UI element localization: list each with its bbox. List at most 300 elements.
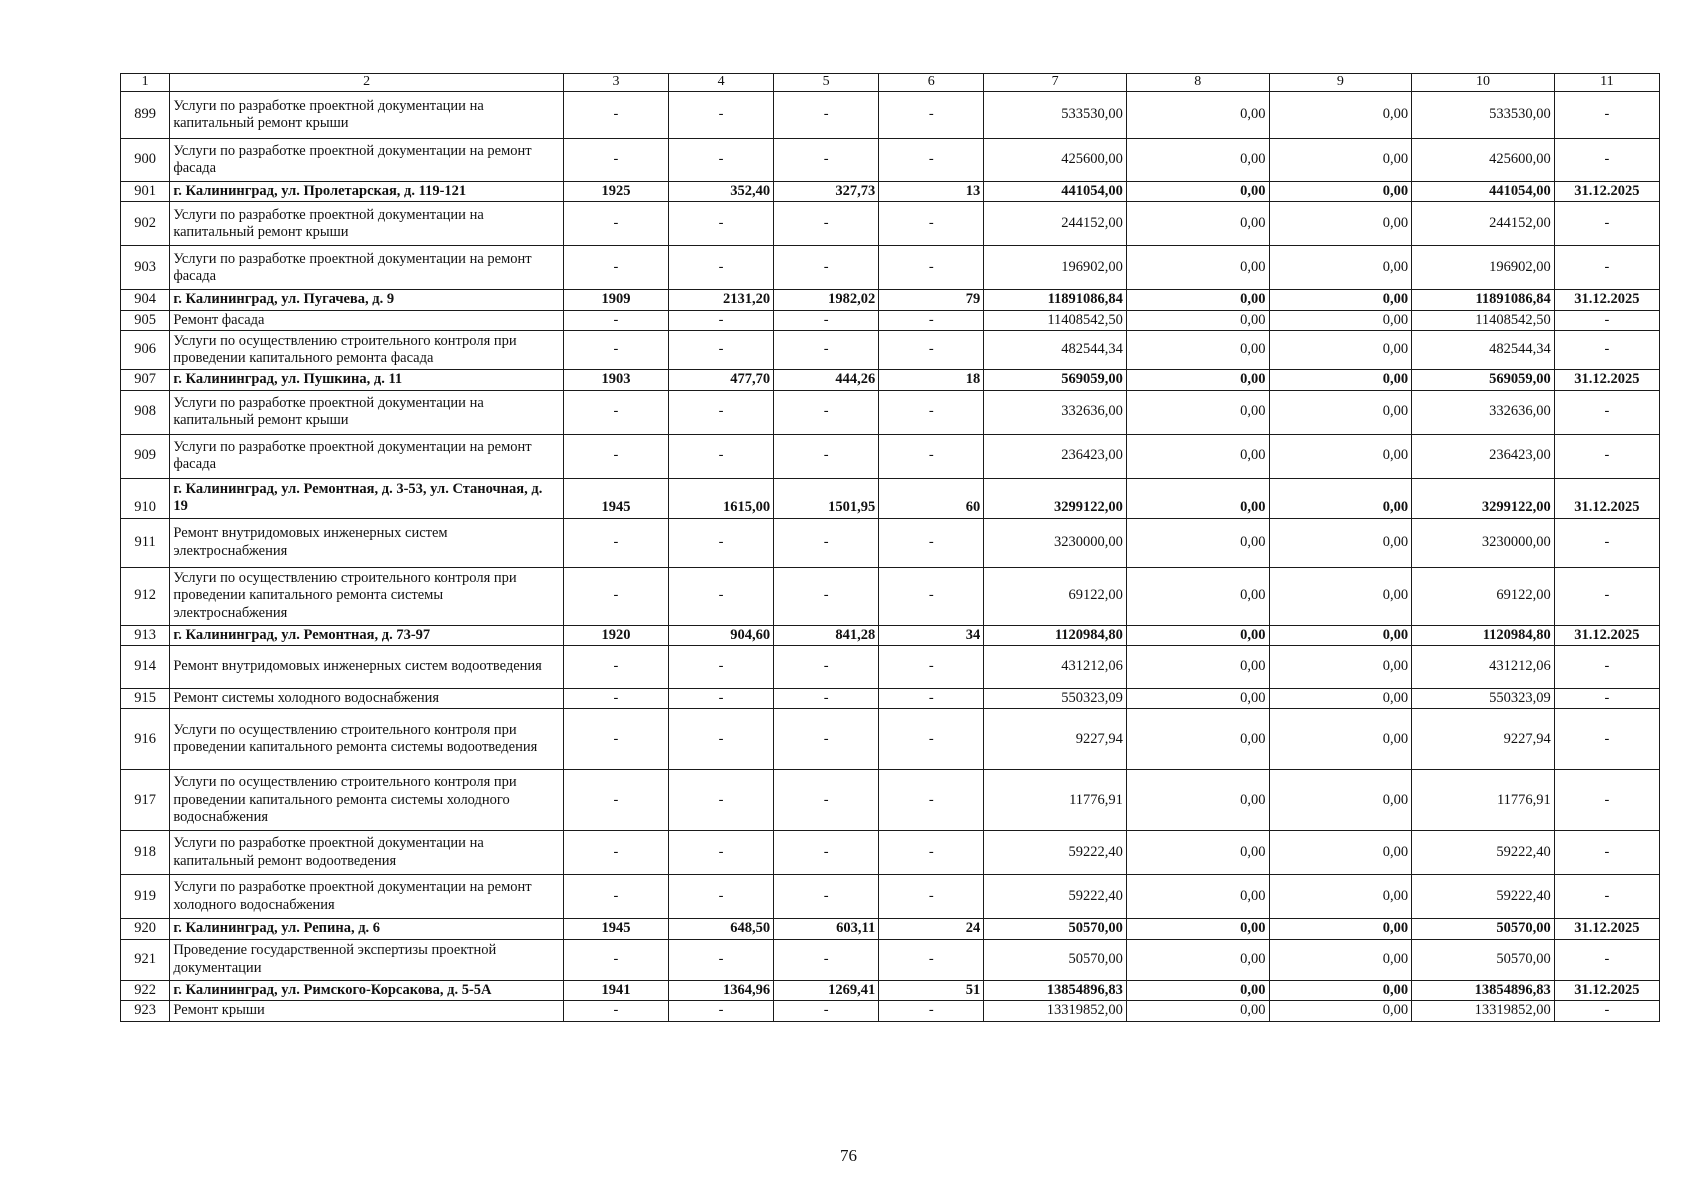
total-area-cell: -	[669, 709, 774, 770]
completion-date-cell: -	[1554, 688, 1659, 708]
row-number-cell: 913	[121, 625, 170, 645]
row-number-cell: 911	[121, 518, 170, 567]
total-area-cell: -	[669, 246, 774, 290]
living-area-cell: 1269,41	[774, 980, 879, 1000]
residents-cell: -	[879, 434, 984, 478]
item-name-cell: Услуги по разработке проектной документации на ремонт фасада	[170, 246, 564, 290]
build-year-cell: -	[563, 390, 668, 434]
total-area-cell: -	[669, 202, 774, 246]
row-number-cell: 914	[121, 645, 170, 688]
owner-funds-cell: 11776,91	[1412, 770, 1555, 831]
total-area-cell: 904,60	[669, 625, 774, 645]
total-area-cell: -	[669, 331, 774, 370]
item-name-cell: Услуги по разработке проектной документации на капитальный ремонт крыши	[170, 390, 564, 434]
regional-funds-cell: 0,00	[1269, 331, 1412, 370]
build-year-cell: -	[563, 202, 668, 246]
completion-date-cell: -	[1554, 92, 1659, 139]
residents-cell: -	[879, 1001, 984, 1021]
residents-cell: 13	[879, 182, 984, 202]
work-item-row	[121, 567, 1660, 625]
living-area-cell: 1501,95	[774, 478, 879, 518]
total-cost-cell: 3230000,00	[984, 518, 1127, 567]
regional-funds-cell: 0,00	[1269, 290, 1412, 310]
living-area-cell: -	[774, 645, 879, 688]
residents-cell: 24	[879, 919, 984, 939]
completion-date-cell: -	[1554, 567, 1659, 625]
row-number-cell: 899	[121, 92, 170, 139]
regional-funds-cell: 0,00	[1269, 202, 1412, 246]
federal-funds-cell: 0,00	[1126, 434, 1269, 478]
column-number: 7	[984, 74, 1127, 92]
item-name-cell: Ремонт крыши	[170, 1001, 564, 1021]
federal-funds-cell: 0,00	[1126, 139, 1269, 182]
completion-date-cell: -	[1554, 202, 1659, 246]
residents-cell: -	[879, 831, 984, 875]
federal-funds-cell: 0,00	[1126, 370, 1269, 390]
completion-date-cell: -	[1554, 645, 1659, 688]
living-area-cell: 444,26	[774, 370, 879, 390]
federal-funds-cell: 0,00	[1126, 518, 1269, 567]
regional-funds-cell: 0,00	[1269, 310, 1412, 330]
living-area-cell: -	[774, 770, 879, 831]
total-cost-cell: 1120984,80	[984, 625, 1127, 645]
federal-funds-cell: 0,00	[1126, 688, 1269, 708]
federal-funds-cell: 0,00	[1126, 939, 1269, 980]
column-number-row	[121, 74, 1660, 92]
row-number-cell: 907	[121, 370, 170, 390]
total-cost-cell: 196902,00	[984, 246, 1127, 290]
item-name-cell: Услуги по разработке проектной документации на капитальный ремонт крыши	[170, 202, 564, 246]
column-number: 3	[563, 74, 668, 92]
item-name-cell: г. Калининград, ул. Пролетарская, д. 119-121	[170, 182, 564, 202]
owner-funds-cell: 13319852,00	[1412, 1001, 1555, 1021]
residents-cell: -	[879, 688, 984, 708]
regional-funds-cell: 0,00	[1269, 567, 1412, 625]
row-number-cell: 900	[121, 139, 170, 182]
completion-date-cell: -	[1554, 1001, 1659, 1021]
work-item-row	[121, 434, 1660, 478]
completion-date-cell: -	[1554, 310, 1659, 330]
build-year-cell: -	[563, 770, 668, 831]
completion-date-cell: 31.12.2025	[1554, 980, 1659, 1000]
completion-date-cell: -	[1554, 875, 1659, 919]
owner-funds-cell: 50570,00	[1412, 919, 1555, 939]
living-area-cell: -	[774, 1001, 879, 1021]
owner-funds-cell: 50570,00	[1412, 939, 1555, 980]
column-number: 5	[774, 74, 879, 92]
column-number: 6	[879, 74, 984, 92]
total-area-cell: 1364,96	[669, 980, 774, 1000]
owner-funds-cell: 244152,00	[1412, 202, 1555, 246]
residents-cell: 18	[879, 370, 984, 390]
federal-funds-cell: 0,00	[1126, 567, 1269, 625]
owner-funds-cell: 425600,00	[1412, 139, 1555, 182]
item-name-cell: Услуги по осуществлению строительного контроля при проведении капитального ремонта системы водоотведения	[170, 709, 564, 770]
build-year-cell: -	[563, 567, 668, 625]
total-area-cell: 1615,00	[669, 478, 774, 518]
total-cost-cell: 59222,40	[984, 875, 1127, 919]
column-number: 4	[669, 74, 774, 92]
build-year-cell: -	[563, 875, 668, 919]
federal-funds-cell: 0,00	[1126, 709, 1269, 770]
row-number-cell: 905	[121, 310, 170, 330]
regional-funds-cell: 0,00	[1269, 688, 1412, 708]
residents-cell: -	[879, 645, 984, 688]
federal-funds-cell: 0,00	[1126, 645, 1269, 688]
residents-cell: -	[879, 518, 984, 567]
residents-cell: 60	[879, 478, 984, 518]
regional-funds-cell: 0,00	[1269, 92, 1412, 139]
regional-funds-cell: 0,00	[1269, 1001, 1412, 1021]
row-number-cell: 906	[121, 331, 170, 370]
address-row	[121, 370, 1660, 390]
row-number-cell: 917	[121, 770, 170, 831]
work-item-row	[121, 92, 1660, 139]
item-name-cell: Услуги по разработке проектной документации на капитальный ремонт крыши	[170, 92, 564, 139]
item-name-cell: Услуги по разработке проектной документации на ремонт холодного водоснабжения	[170, 875, 564, 919]
residents-cell: -	[879, 202, 984, 246]
completion-date-cell: 31.12.2025	[1554, 182, 1659, 202]
living-area-cell: -	[774, 310, 879, 330]
total-area-cell: -	[669, 831, 774, 875]
total-area-cell: -	[669, 567, 774, 625]
living-area-cell: 1982,02	[774, 290, 879, 310]
row-number-cell: 909	[121, 434, 170, 478]
work-item-row	[121, 939, 1660, 980]
address-row	[121, 290, 1660, 310]
total-cost-cell: 244152,00	[984, 202, 1127, 246]
row-number-cell: 904	[121, 290, 170, 310]
build-year-cell: -	[563, 688, 668, 708]
item-name-cell: Услуги по осуществлению строительного контроля при проведении капитального ремонта системы холодного водоснабжения	[170, 770, 564, 831]
item-name-cell: Услуги по разработке проектной документации на ремонт фасада	[170, 139, 564, 182]
completion-date-cell: 31.12.2025	[1554, 290, 1659, 310]
total-cost-cell: 69122,00	[984, 567, 1127, 625]
build-year-cell: -	[563, 1001, 668, 1021]
table-body	[121, 74, 1660, 1022]
regional-funds-cell: 0,00	[1269, 182, 1412, 202]
regional-funds-cell: 0,00	[1269, 625, 1412, 645]
repair-program-table	[120, 73, 1660, 1022]
living-area-cell: -	[774, 434, 879, 478]
total-cost-cell: 11776,91	[984, 770, 1127, 831]
build-year-cell: -	[563, 645, 668, 688]
work-item-row	[121, 518, 1660, 567]
total-cost-cell: 482544,34	[984, 331, 1127, 370]
regional-funds-cell: 0,00	[1269, 770, 1412, 831]
total-cost-cell: 533530,00	[984, 92, 1127, 139]
address-row	[121, 478, 1660, 518]
item-name-cell: Услуги по разработке проектной документации на ремонт фасада	[170, 434, 564, 478]
total-cost-cell: 332636,00	[984, 390, 1127, 434]
regional-funds-cell: 0,00	[1269, 919, 1412, 939]
item-name-cell: Услуги по осуществлению строительного контроля при проведении капитального ремонта системы электроснабжения	[170, 567, 564, 625]
row-number-cell: 918	[121, 831, 170, 875]
total-cost-cell: 13319852,00	[984, 1001, 1127, 1021]
living-area-cell: -	[774, 92, 879, 139]
completion-date-cell: -	[1554, 939, 1659, 980]
owner-funds-cell: 13854896,83	[1412, 980, 1555, 1000]
owner-funds-cell: 332636,00	[1412, 390, 1555, 434]
total-cost-cell: 441054,00	[984, 182, 1127, 202]
residents-cell: -	[879, 875, 984, 919]
build-year-cell: -	[563, 831, 668, 875]
residents-cell: -	[879, 709, 984, 770]
living-area-cell: -	[774, 875, 879, 919]
owner-funds-cell: 69122,00	[1412, 567, 1555, 625]
row-number-cell: 903	[121, 246, 170, 290]
total-cost-cell: 13854896,83	[984, 980, 1127, 1000]
living-area-cell: -	[774, 567, 879, 625]
address-row	[121, 919, 1660, 939]
completion-date-cell: -	[1554, 770, 1659, 831]
regional-funds-cell: 0,00	[1269, 390, 1412, 434]
work-item-row	[121, 645, 1660, 688]
regional-funds-cell: 0,00	[1269, 246, 1412, 290]
build-year-cell: -	[563, 709, 668, 770]
regional-funds-cell: 0,00	[1269, 709, 1412, 770]
residents-cell: -	[879, 246, 984, 290]
build-year-cell: -	[563, 310, 668, 330]
living-area-cell: -	[774, 246, 879, 290]
federal-funds-cell: 0,00	[1126, 980, 1269, 1000]
completion-date-cell: -	[1554, 518, 1659, 567]
living-area-cell: -	[774, 518, 879, 567]
owner-funds-cell: 9227,94	[1412, 709, 1555, 770]
total-area-cell: -	[669, 1001, 774, 1021]
work-item-row	[121, 688, 1660, 708]
regional-funds-cell: 0,00	[1269, 645, 1412, 688]
completion-date-cell: 31.12.2025	[1554, 625, 1659, 645]
completion-date-cell: 31.12.2025	[1554, 370, 1659, 390]
row-number-cell: 912	[121, 567, 170, 625]
residents-cell: -	[879, 770, 984, 831]
residents-cell: -	[879, 310, 984, 330]
owner-funds-cell: 236423,00	[1412, 434, 1555, 478]
federal-funds-cell: 0,00	[1126, 919, 1269, 939]
federal-funds-cell: 0,00	[1126, 92, 1269, 139]
owner-funds-cell: 569059,00	[1412, 370, 1555, 390]
build-year-cell: 1945	[563, 478, 668, 518]
build-year-cell: -	[563, 939, 668, 980]
regional-funds-cell: 0,00	[1269, 139, 1412, 182]
total-area-cell: -	[669, 92, 774, 139]
column-number: 8	[1126, 74, 1269, 92]
build-year-cell: 1909	[563, 290, 668, 310]
owner-funds-cell: 482544,34	[1412, 331, 1555, 370]
address-row	[121, 182, 1660, 202]
total-area-cell: -	[669, 688, 774, 708]
build-year-cell: 1945	[563, 919, 668, 939]
total-area-cell: -	[669, 939, 774, 980]
federal-funds-cell: 0,00	[1126, 182, 1269, 202]
regional-funds-cell: 0,00	[1269, 434, 1412, 478]
owner-funds-cell: 196902,00	[1412, 246, 1555, 290]
work-item-row	[121, 331, 1660, 370]
federal-funds-cell: 0,00	[1126, 478, 1269, 518]
row-number-cell: 921	[121, 939, 170, 980]
residents-cell: 79	[879, 290, 984, 310]
build-year-cell: -	[563, 92, 668, 139]
residents-cell: -	[879, 331, 984, 370]
row-number-cell: 923	[121, 1001, 170, 1021]
residents-cell: 51	[879, 980, 984, 1000]
regional-funds-cell: 0,00	[1269, 478, 1412, 518]
total-area-cell: -	[669, 139, 774, 182]
living-area-cell: -	[774, 139, 879, 182]
residents-cell: -	[879, 92, 984, 139]
federal-funds-cell: 0,00	[1126, 390, 1269, 434]
build-year-cell: 1903	[563, 370, 668, 390]
work-item-row	[121, 875, 1660, 919]
total-cost-cell: 59222,40	[984, 831, 1127, 875]
total-area-cell: -	[669, 310, 774, 330]
build-year-cell: -	[563, 331, 668, 370]
total-cost-cell: 9227,94	[984, 709, 1127, 770]
item-name-cell: г. Калининград, ул. Пугачева, д. 9	[170, 290, 564, 310]
federal-funds-cell: 0,00	[1126, 625, 1269, 645]
completion-date-cell: 31.12.2025	[1554, 919, 1659, 939]
living-area-cell: 841,28	[774, 625, 879, 645]
column-number: 10	[1412, 74, 1555, 92]
total-cost-cell: 50570,00	[984, 919, 1127, 939]
address-row	[121, 980, 1660, 1000]
living-area-cell: -	[774, 202, 879, 246]
work-item-row	[121, 246, 1660, 290]
work-item-row	[121, 139, 1660, 182]
total-area-cell: -	[669, 645, 774, 688]
item-name-cell: г. Калининград, ул. Римского-Корсакова, д. 5-5А	[170, 980, 564, 1000]
work-item-row	[121, 1001, 1660, 1021]
living-area-cell: 603,11	[774, 919, 879, 939]
build-year-cell: 1925	[563, 182, 668, 202]
work-item-row	[121, 202, 1660, 246]
total-cost-cell: 11408542,50	[984, 310, 1127, 330]
residents-cell: -	[879, 139, 984, 182]
living-area-cell: -	[774, 331, 879, 370]
column-number: 11	[1554, 74, 1659, 92]
build-year-cell: -	[563, 246, 668, 290]
federal-funds-cell: 0,00	[1126, 290, 1269, 310]
total-area-cell: -	[669, 518, 774, 567]
item-name-cell: Ремонт фасада	[170, 310, 564, 330]
item-name-cell: Ремонт системы холодного водоснабжения	[170, 688, 564, 708]
owner-funds-cell: 431212,06	[1412, 645, 1555, 688]
federal-funds-cell: 0,00	[1126, 202, 1269, 246]
owner-funds-cell: 550323,09	[1412, 688, 1555, 708]
total-cost-cell: 50570,00	[984, 939, 1127, 980]
residents-cell: -	[879, 939, 984, 980]
total-cost-cell: 11891086,84	[984, 290, 1127, 310]
item-name-cell: г. Калининград, ул. Репина, д. 6	[170, 919, 564, 939]
row-number-cell: 908	[121, 390, 170, 434]
work-item-row	[121, 831, 1660, 875]
total-cost-cell: 569059,00	[984, 370, 1127, 390]
build-year-cell: -	[563, 139, 668, 182]
item-name-cell: Проведение государственной экспертизы проектной документации	[170, 939, 564, 980]
residents-cell: -	[879, 567, 984, 625]
row-number-cell: 916	[121, 709, 170, 770]
completion-date-cell: -	[1554, 434, 1659, 478]
living-area-cell: -	[774, 390, 879, 434]
row-number-cell: 920	[121, 919, 170, 939]
total-cost-cell: 550323,09	[984, 688, 1127, 708]
item-name-cell: г. Калининград, ул. Ремонтная, д. 73-97	[170, 625, 564, 645]
total-cost-cell: 236423,00	[984, 434, 1127, 478]
owner-funds-cell: 533530,00	[1412, 92, 1555, 139]
completion-date-cell: -	[1554, 390, 1659, 434]
federal-funds-cell: 0,00	[1126, 246, 1269, 290]
completion-date-cell: -	[1554, 831, 1659, 875]
regional-funds-cell: 0,00	[1269, 518, 1412, 567]
regional-funds-cell: 0,00	[1269, 980, 1412, 1000]
total-area-cell: 648,50	[669, 919, 774, 939]
living-area-cell: -	[774, 939, 879, 980]
owner-funds-cell: 11408542,50	[1412, 310, 1555, 330]
completion-date-cell: -	[1554, 139, 1659, 182]
residents-cell: -	[879, 390, 984, 434]
total-area-cell: 2131,20	[669, 290, 774, 310]
total-area-cell: 477,70	[669, 370, 774, 390]
work-item-row	[121, 770, 1660, 831]
federal-funds-cell: 0,00	[1126, 331, 1269, 370]
row-number-cell: 915	[121, 688, 170, 708]
total-area-cell: -	[669, 875, 774, 919]
total-area-cell: -	[669, 434, 774, 478]
column-number: 9	[1269, 74, 1412, 92]
address-row	[121, 625, 1660, 645]
column-number: 2	[170, 74, 564, 92]
row-number-cell: 919	[121, 875, 170, 919]
item-name-cell: Услуги по осуществлению строительного контроля при проведении капитального ремонта фасада	[170, 331, 564, 370]
owner-funds-cell: 441054,00	[1412, 182, 1555, 202]
build-year-cell: -	[563, 434, 668, 478]
work-item-row	[121, 709, 1660, 770]
row-number-cell: 902	[121, 202, 170, 246]
regional-funds-cell: 0,00	[1269, 831, 1412, 875]
item-name-cell: Услуги по разработке проектной документации на капитальный ремонт водоотведения	[170, 831, 564, 875]
row-number-cell: 901	[121, 182, 170, 202]
living-area-cell: -	[774, 831, 879, 875]
federal-funds-cell: 0,00	[1126, 875, 1269, 919]
item-name-cell: г. Калининград, ул. Пушкина, д. 11	[170, 370, 564, 390]
row-number-cell: 910	[121, 478, 170, 518]
federal-funds-cell: 0,00	[1126, 1001, 1269, 1021]
total-area-cell: -	[669, 390, 774, 434]
completion-date-cell: -	[1554, 246, 1659, 290]
owner-funds-cell: 11891086,84	[1412, 290, 1555, 310]
residents-cell: 34	[879, 625, 984, 645]
total-area-cell: 352,40	[669, 182, 774, 202]
build-year-cell: 1941	[563, 980, 668, 1000]
completion-date-cell: -	[1554, 709, 1659, 770]
item-name-cell: Ремонт внутридомовых инженерных систем электроснабжения	[170, 518, 564, 567]
owner-funds-cell: 59222,40	[1412, 831, 1555, 875]
item-name-cell: г. Калининград, ул. Ремонтная, д. 3-53, ул. Станочная, д. 19	[170, 478, 564, 518]
regional-funds-cell: 0,00	[1269, 370, 1412, 390]
federal-funds-cell: 0,00	[1126, 831, 1269, 875]
completion-date-cell: 31.12.2025	[1554, 478, 1659, 518]
owner-funds-cell: 59222,40	[1412, 875, 1555, 919]
total-cost-cell: 3299122,00	[984, 478, 1127, 518]
owner-funds-cell: 3299122,00	[1412, 478, 1555, 518]
work-item-row	[121, 310, 1660, 330]
regional-funds-cell: 0,00	[1269, 939, 1412, 980]
living-area-cell: -	[774, 688, 879, 708]
living-area-cell: 327,73	[774, 182, 879, 202]
federal-funds-cell: 0,00	[1126, 770, 1269, 831]
build-year-cell: 1920	[563, 625, 668, 645]
